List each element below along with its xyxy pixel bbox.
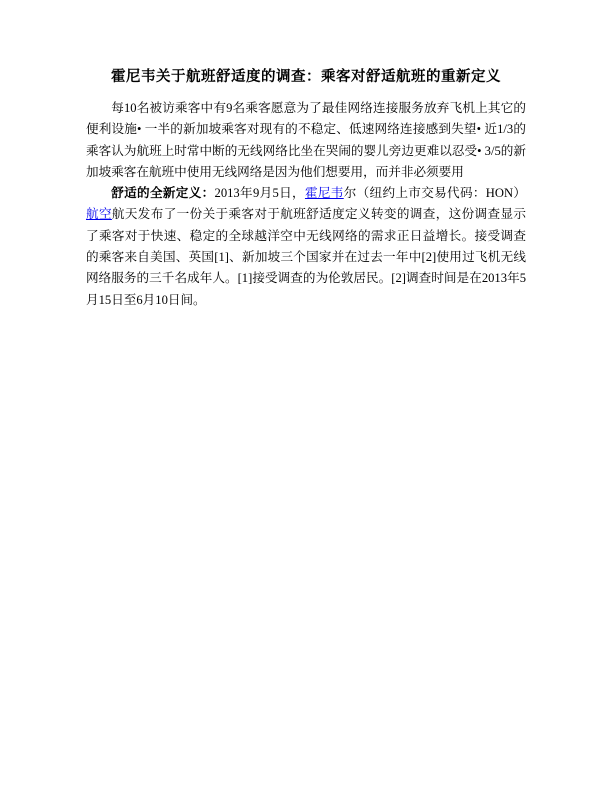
- body-paragraph-lead: 舒适的全新定义：: [111, 186, 215, 201]
- body-text-between-links: 尔（纽约上市交易代码：HON）: [343, 186, 527, 201]
- link-aerospace[interactable]: 航空: [86, 207, 112, 222]
- body-paragraph: [86, 183, 526, 311]
- body-text-before-link1: 2013年9月5日，: [214, 186, 305, 201]
- body-text-after-link2: 航天发布了一份关于乘客对于航班舒适度定义转变的调查，这份调查显示了乘客对于快速、稳定的全球越洋空中无线网络的需求正日益增长。接受调查的乘客来自美国、英国[1]、新加坡三个国家并在过去一年中[2]使用过飞机无线网络服务的三千名成年人。[1]接受调查的为伦敦居民。[2]调查时间是在2013年5月15日至6月10日间。: [86, 207, 527, 307]
- link-honeywell[interactable]: 霍尼韦: [304, 186, 344, 201]
- summary-paragraph: 每10名被访乘客中有9名乘客愿意为了最佳网络连接服务放弃飞机上其它的便利设施• 一半的新加坡乘客对现有的不稳定、低速网络连接感到失望• 近1/3的乘客认为航班上时常中断的无线网络比坐在哭闹的婴儿旁边更难以忍受• 3/5的新加坡乘客在航班中使用无线网络是因为他们想要用，而并非必须要用: [86, 101, 526, 179]
- document-title: 霍尼韦关于航班舒适度的调查：乘客对舒适航班的重新定义: [111, 69, 501, 85]
